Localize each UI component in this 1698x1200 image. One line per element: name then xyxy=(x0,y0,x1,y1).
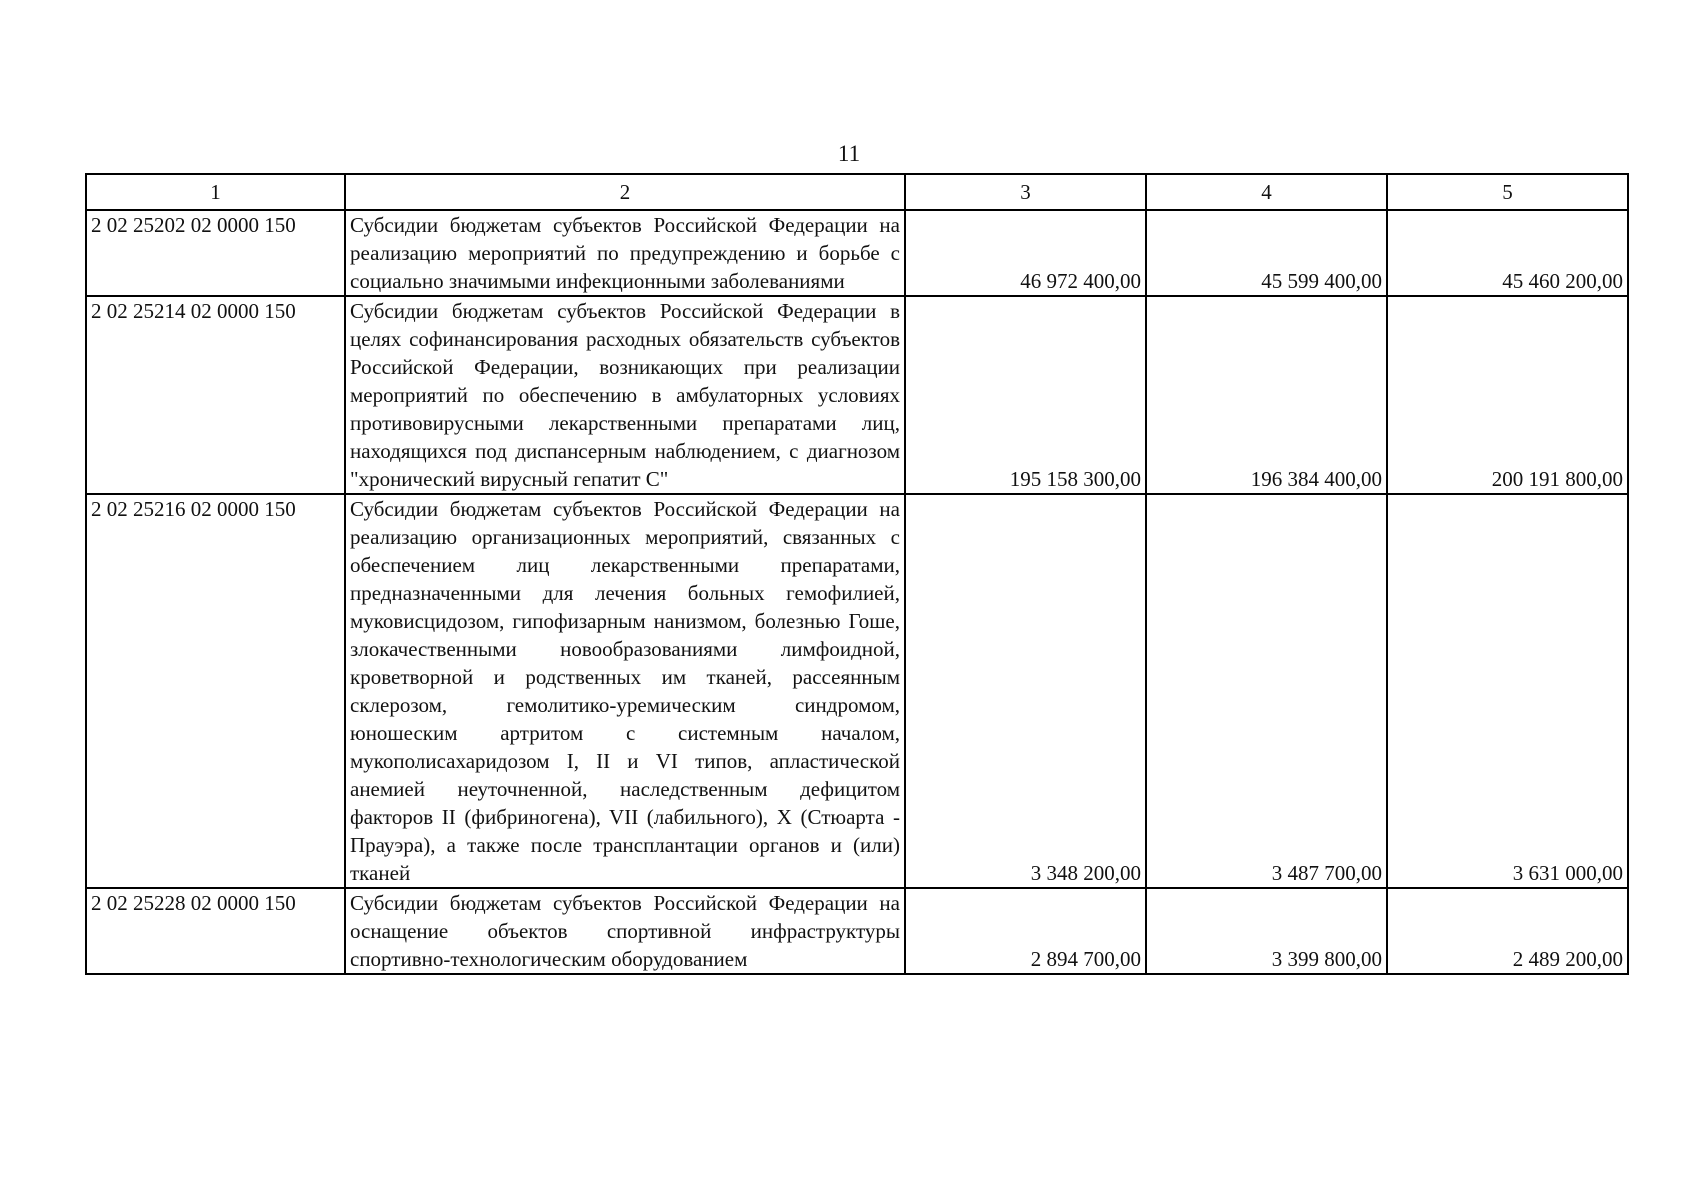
column-header-3: 3 xyxy=(905,174,1146,210)
budget-code-cell: 2 02 25216 02 0000 150 xyxy=(86,494,345,888)
amount-col3-cell: 3 348 200,00 xyxy=(905,494,1146,888)
column-header-2: 2 xyxy=(345,174,905,210)
amount-col3-cell: 195 158 300,00 xyxy=(905,296,1146,494)
column-header-1: 1 xyxy=(86,174,345,210)
budget-table xyxy=(85,173,1629,975)
amount-col4-cell: 3 399 800,00 xyxy=(1146,888,1387,974)
amount-col3-cell: 2 894 700,00 xyxy=(905,888,1146,974)
amount-col4-cell: 45 599 400,00 xyxy=(1146,210,1387,296)
table-row xyxy=(86,494,1628,888)
description-cell: Субсидии бюджетам субъектов Российской Федерации на реализацию мероприятий по предупреждению и борьбе с социально значимыми инфекционными заболеваниями xyxy=(345,210,905,296)
column-header-4: 4 xyxy=(1146,174,1387,210)
description-cell: Субсидии бюджетам субъектов Российской Федерации на реализацию организационных мероприятий, связанных с обеспечением лиц лекарственными препаратами, предназначенными для лечения больных гемофилией, муковисцидозом, гипофизарным нанизмом, болезнью Гоше, злокачественными новообразованиями лимфоидной, кроветворной и родственных им тканей, рассеянным склерозом, гемолитико-уремическим синдромом, юношеским артритом с системным началом, мукополисахаридозом I, II и VI типов, апластической анемией неуточненной, наследственным дефицитом факторов II (фибриногена), VII (лабильного), X (Стюарта - Прауэра), а также после трансплантации органов и (или) тканей xyxy=(345,494,905,888)
amount-col5-cell: 3 631 000,00 xyxy=(1387,494,1628,888)
budget-code-cell: 2 02 25228 02 0000 150 xyxy=(86,888,345,974)
page-number: 11 xyxy=(837,141,861,166)
table-row xyxy=(86,210,1628,296)
table-row xyxy=(86,888,1628,974)
amount-col3-cell: 46 972 400,00 xyxy=(905,210,1146,296)
description-cell: Субсидии бюджетам субъектов Российской Федерации в целях софинансирования расходных обязательств субъектов Российской Федерации, возникающих при реализации мероприятий по обеспечению в амбулаторных условиях противовирусными лекарственными препаратами лиц, находящихся под диспансерным наблюдением, с диагнозом "хронический вирусный гепатит С" xyxy=(345,296,905,494)
budget-code-cell: 2 02 25214 02 0000 150 xyxy=(86,296,345,494)
column-header-5: 5 xyxy=(1387,174,1628,210)
amount-col5-cell: 45 460 200,00 xyxy=(1387,210,1628,296)
amount-col5-cell: 200 191 800,00 xyxy=(1387,296,1628,494)
amount-col4-cell: 196 384 400,00 xyxy=(1146,296,1387,494)
table-header-row xyxy=(86,174,1628,210)
amount-col5-cell: 2 489 200,00 xyxy=(1387,888,1628,974)
description-cell: Субсидии бюджетам субъектов Российской Федерации на оснащение объектов спортивной инфраструктуры спортивно-технологическим оборудованием xyxy=(345,888,905,974)
amount-col4-cell: 3 487 700,00 xyxy=(1146,494,1387,888)
table-row xyxy=(86,296,1628,494)
budget-code-cell: 2 02 25202 02 0000 150 xyxy=(86,210,345,296)
